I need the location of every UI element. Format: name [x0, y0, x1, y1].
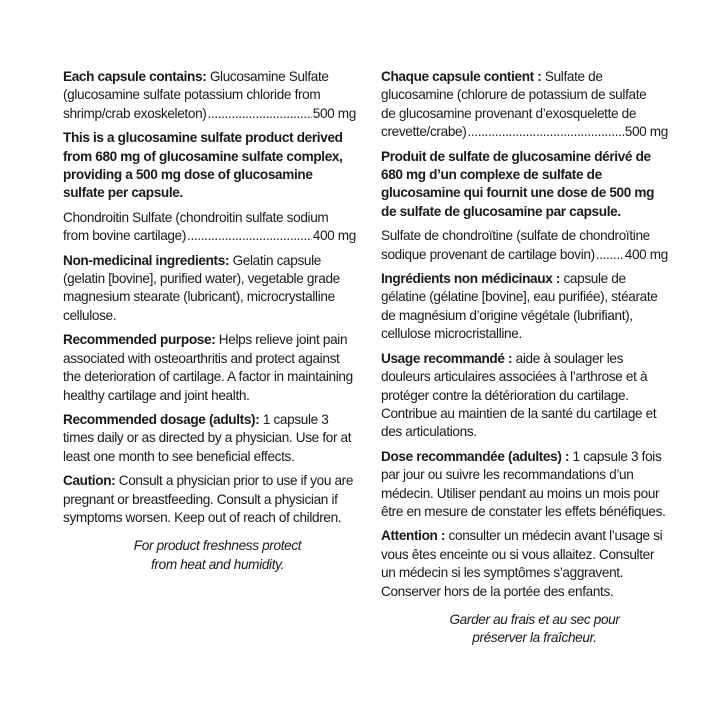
purpose-text: Helps relieve joint pain associated with osteoarthritis and protect against the deterioration of cartilage. A factor in maintaining healthy cartilage and joint health.	[63, 332, 353, 403]
freshness-note-en	[63, 537, 356, 574]
capsule-line-4-text: crevette/crabe)	[381, 124, 467, 140]
non-medicinal-label: Non-medicinal ingredients:	[63, 252, 230, 268]
dot-leader	[467, 123, 623, 141]
dosage-label: Recommended dosage (adults):	[63, 411, 260, 427]
capsule-amount: 500 mg	[312, 105, 356, 121]
capsule-label: Chaque capsule contient :	[381, 69, 542, 84]
dot-leader	[207, 105, 311, 123]
capsule-line-1-text: Glucosamine Sulfate	[206, 69, 329, 84]
capsule-line-3: de glucosamine provenant d’exosquelette de	[381, 105, 637, 121]
freshness-note-line-2: from heat and humidity.	[151, 556, 284, 572]
derived-statement-fr: Produit de sulfate de glucosamine dérivé de 680 mg d’un complexe de sulfate de glucosamine qui fournit une dose de 500 mg de sulfate de glucosamine par capsule.	[381, 148, 655, 219]
non-medicinal-label: Ingrédients non médicinaux :	[381, 271, 561, 287]
derived-statement-en: This is a glucosamine sulfate product derived from 680 mg of glucosamine sulfate complex, providing a 500 mg dose of glucosamine sulfate per capsule.	[63, 130, 343, 201]
freshness-note-line-2: préserver la fraîcheur.	[472, 630, 597, 646]
non-medicinal-text: capsule de gélatine (gélatine [bovine], eau purifiée), stéarate de magnésium d’origine végétale (lubrifiant), cellulose microcristalline.	[381, 271, 658, 342]
caution-label: Attention :	[381, 528, 446, 544]
capsule-contents-fr	[381, 68, 668, 142]
dosage-label: Dose recommandée (adultes) :	[381, 448, 570, 464]
capsule-line-3	[63, 105, 356, 123]
freshness-note-line-1: Garder au frais et au sec pour	[449, 611, 620, 627]
chondroitin-line-2	[63, 227, 356, 245]
dosage-text: 1 capsule 3 fois par jour ou suivre les recommandations d’un médecin. Utiliser pendant au moins un mois pour être en mesure de constater les effets bénéfiques.	[381, 448, 666, 519]
dot-leader	[596, 246, 624, 264]
capsule-line-3-text: shrimp/crab exoskeleton)	[63, 105, 207, 121]
capsule-line-1	[381, 68, 668, 86]
capsule-line-2: (glucosamine sulfate potassium chloride from	[63, 87, 321, 103]
freshness-note-fr	[381, 611, 668, 648]
purpose-en	[63, 331, 356, 405]
capsule-contents-en	[63, 68, 356, 123]
non-medicinal-fr	[381, 270, 668, 344]
freshness-note-line-1: For product freshness protect	[133, 538, 302, 554]
chondroitin-amount: 400 mg	[624, 246, 668, 262]
purpose-label: Recommended purpose:	[63, 332, 216, 348]
chondroitin-line-1: Chondroitin Sulfate (chondroitin sulfate sodium	[63, 209, 329, 225]
caution-en	[63, 472, 356, 527]
capsule-amount: 500 mg	[624, 124, 668, 140]
chondroitin-line-1: Sulfate de chondroïtine (sulfate de chondroïtine	[381, 228, 650, 244]
chondroitin-en	[63, 209, 356, 246]
capsule-line-4	[381, 123, 668, 141]
capsule-line-2: glucosamine (chlorure de potassium de sulfate	[381, 87, 647, 103]
non-medicinal-en	[63, 252, 356, 326]
capsule-label: Each capsule contains:	[63, 69, 207, 84]
purpose-label: Usage recommandé :	[381, 350, 513, 366]
chondroitin-amount: 400 mg	[312, 228, 356, 244]
english-column	[63, 68, 356, 574]
french-column	[381, 68, 668, 648]
dot-leader	[187, 227, 312, 245]
caution-label: Caution:	[63, 473, 116, 489]
purpose-text: aide à soulager les douleurs articulaires associées à l’arthrose et à protéger contre la détérioration du cartilage. Contribue au maintien de la santé du cartilage et des articulations.	[381, 350, 657, 440]
caution-text: Consult a physician prior to use if you are pregnant or breastfeeding. Consult a physician if symptoms worsen. Keep out of reach of children.	[63, 473, 354, 525]
chondroitin-line-2-text: sodique provenant de cartilage bovin)	[381, 246, 595, 262]
caution-fr	[381, 527, 668, 601]
chondroitin-line-2	[381, 246, 668, 264]
dosage-fr	[381, 448, 668, 522]
capsule-line-1-text: Sulfate de	[541, 69, 603, 84]
dosage-text: 1 capsule 3 times daily or as directed by a physician. Use for at least one month to see beneficial effects.	[63, 411, 352, 464]
purpose-fr	[381, 350, 668, 442]
caution-text: consulter un médecin avant l’usage si vous êtes enceinte ou si vous allaitez. Consulter un médecin si les symptômes s’aggravent. Conserver hors de la portée des enfants.	[381, 528, 663, 599]
non-medicinal-text: Gelatin capsule (gelatin [bovine], purified water), vegetable grade magnesium stearate (lubricant), microcrystalline cellulose.	[63, 252, 340, 323]
chondroitin-line-2-text: from bovine cartilage)	[63, 228, 187, 244]
chondroitin-fr	[381, 227, 668, 264]
dosage-en	[63, 411, 356, 466]
capsule-line-1	[63, 68, 356, 86]
